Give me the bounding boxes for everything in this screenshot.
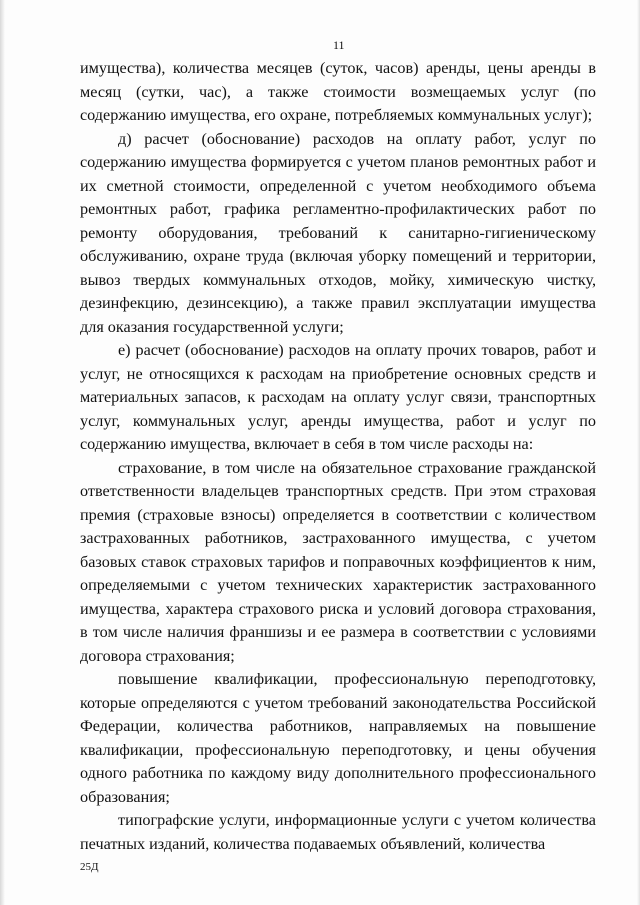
document-body	[80, 57, 596, 856]
paragraph-continuation: имущества), количества месяцев (суток, часов) аренды, цены аренды в месяц (сутки, час), а также стоимости возмещаемых услуг (по содержанию имущества, его охране, потребляемых коммунальных услуг);	[80, 59, 596, 124]
paragraph-training: повышение квалификации, профессиональную переподготовку, которые определяются с учетом требований законодательства Российской Федерации, количества работников, направляемых на повышение квалификации, профессиональную переподготовку, и цены обучения одного работника по каждому виду дополнительного профессионального образования;	[80, 670, 596, 806]
page-number: 11	[333, 38, 345, 52]
scan-edge-left	[0, 0, 5, 905]
paragraph-insurance: страхование, в том числе на обязательное страхование гражданской ответственности владельцев транспортных средств. При этом страховая премия (страховые взносы) определяется в соответствии с количеством застрахованных работников, застрахованного имущества, с учетом базовых ставок страховых тарифов и поправочных коэффициентов к ним, определяемыми с учетом технических характеристик застрахованного имущества, характера страхового риска и условий договора страхования, в том числе наличия франшизы и ее размера в соответствии с условиями договора страхования;	[80, 458, 596, 665]
paragraph-item-d: д) расчет (обоснование) расходов на оплату работ, услуг по содержанию имущества формируется с учетом планов ремонтных работ и их сметной стоимости, определенной с учетом необходимого объема ремонтных работ, графика регламентно-профилактических работ по ремонту оборудования, требований к санитарно-гигиеническому обслуживанию, охране труда (включая уборку помещений и территории, вывоз твердых коммунальных отходов, мойку, химическую чистку, дезинфекцию, дезинсекцию), а также правил эксплуатации имущества для оказания государственной услуги;	[80, 129, 596, 336]
paragraph-printing: типографские услуги, информационные услуги с учетом количества печатных изданий, количества подаваемых объявлений, количества	[80, 811, 596, 853]
paragraph-item-e: е) расчет (обоснование) расходов на оплату прочих товаров, работ и услуг, не относящихся к расходам на приобретение основных средств и материальных запасов, к расходам на оплату услуг связи, транспортных услуг, коммунальных услуг, аренды имущества, работ и услуг по содержанию имущества, включает в себя в том числе расходы на:	[80, 341, 596, 453]
document-code: 25Д	[80, 861, 99, 873]
